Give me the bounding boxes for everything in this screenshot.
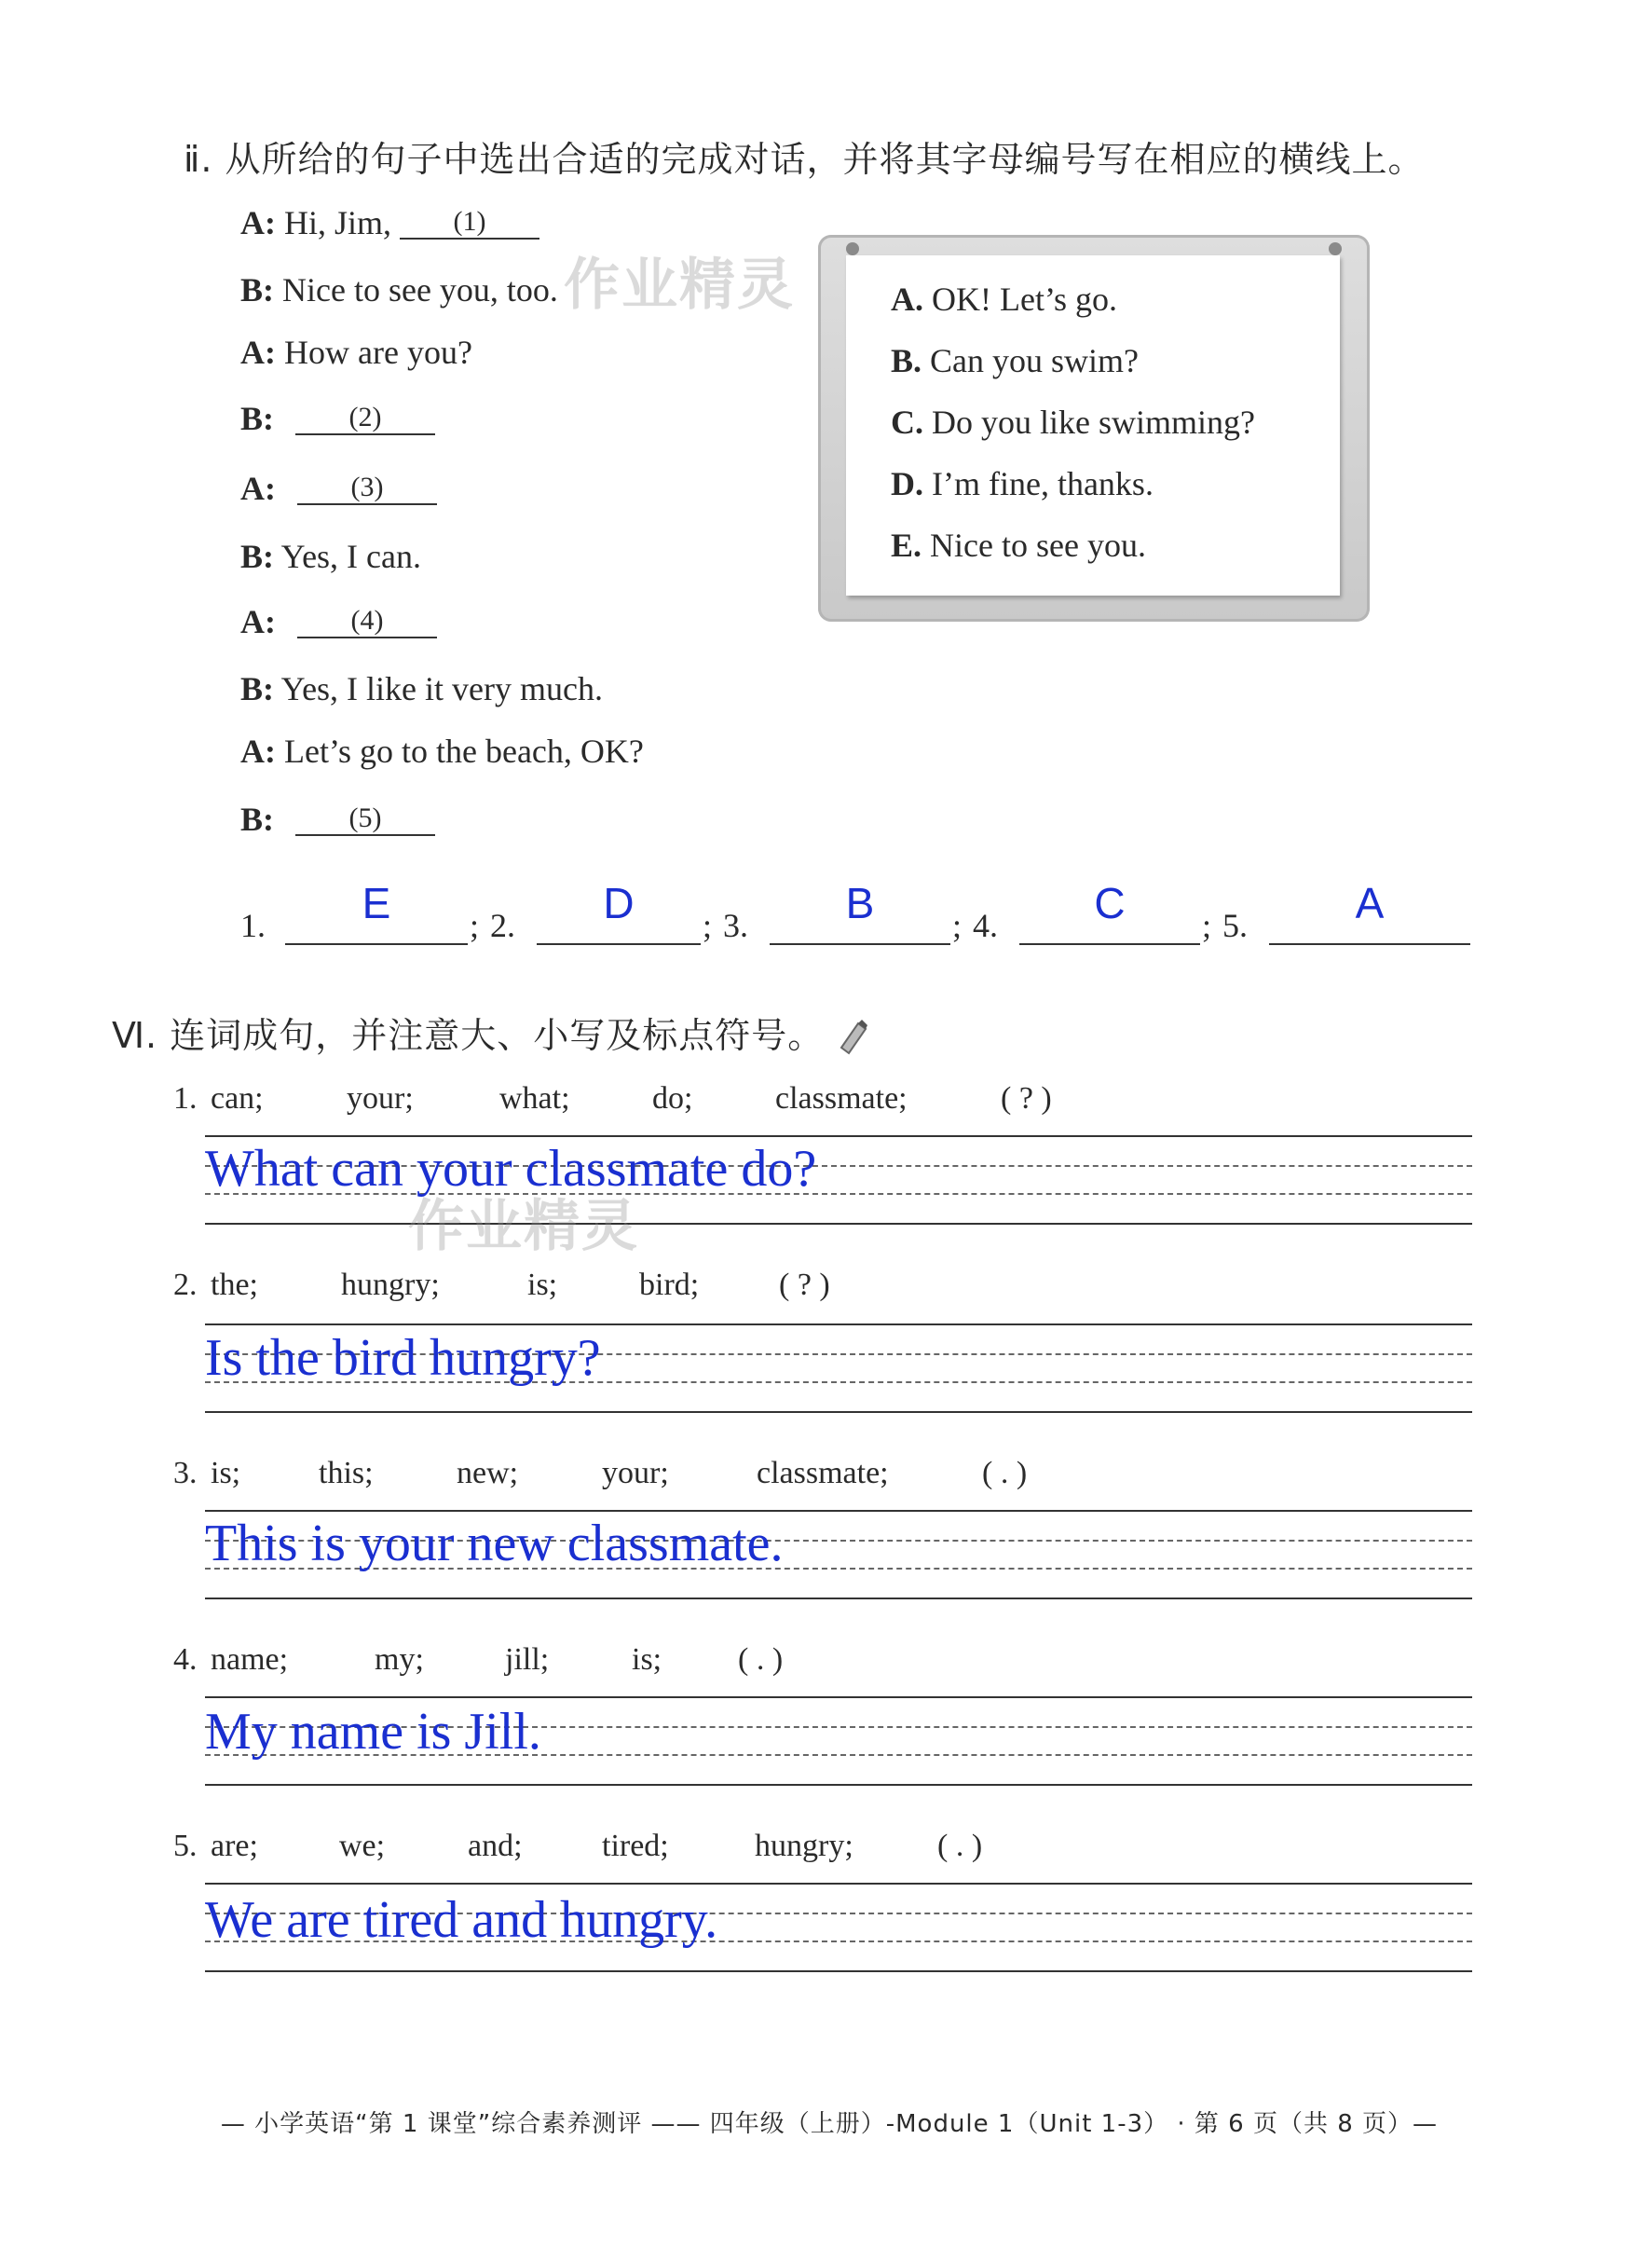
answer-value-1[interactable]: E xyxy=(362,879,391,927)
speaker: B: xyxy=(240,670,274,707)
dialogue-line-1 xyxy=(240,203,539,243)
dialogue-text: Let’s go to the beach, OK? xyxy=(284,733,644,770)
dialogue-line-4 xyxy=(240,399,435,439)
section-ii-title: ⅱ. 从所给的句子中选出合适的完成对话，并将其字母编号写在相应的横线上。 xyxy=(184,139,1425,180)
section-vi-title: Ⅵ. 连词成句，并注意大、小写及标点符号。 xyxy=(112,1007,869,1058)
answer-line-3 xyxy=(770,943,950,945)
speaker: A: xyxy=(240,204,276,241)
dialogue-text: Yes, I can. xyxy=(280,538,421,575)
answer-number-3: 3. xyxy=(723,907,748,944)
blank-4[interactable]: (4) xyxy=(297,605,437,638)
dialogue-text: Hi, Jim, xyxy=(284,204,392,241)
writing-line xyxy=(205,1598,1472,1599)
watermark: 作业精灵 xyxy=(564,253,795,318)
dialogue-line-7 xyxy=(240,602,437,642)
answer-separator: ; xyxy=(470,907,480,944)
speaker: A: xyxy=(240,470,276,507)
option-c: C. Do you like swimming? xyxy=(891,404,1255,441)
dialogue-text: Nice to see you, too. xyxy=(282,271,558,309)
answer-line-2 xyxy=(537,943,701,945)
speaker: B: xyxy=(240,538,274,575)
bolt-icon xyxy=(1329,242,1342,255)
answer-sentence-1[interactable]: What can your classmate do? xyxy=(205,1140,817,1198)
writing-line xyxy=(205,1323,1472,1325)
writing-line xyxy=(205,1411,1472,1413)
writing-line xyxy=(205,1970,1472,1972)
option-a: A. OK! Let’s go. xyxy=(891,281,1117,318)
blank-5[interactable]: (5) xyxy=(295,802,435,836)
option-e: E. Nice to see you. xyxy=(891,527,1146,564)
writing-line xyxy=(205,1135,1472,1137)
answer-number-1: 1. xyxy=(240,907,266,944)
answer-sentence-5[interactable]: We are tired and hungry. xyxy=(205,1891,718,1949)
answer-number-4: 4. xyxy=(973,907,998,944)
answer-value-5[interactable]: A xyxy=(1355,879,1385,927)
answer-value-3[interactable]: B xyxy=(845,879,875,927)
answer-row xyxy=(240,879,1480,951)
blank-3[interactable]: (3) xyxy=(297,472,437,505)
answer-separator: ; xyxy=(703,907,713,944)
answer-separator: ; xyxy=(952,907,963,944)
answer-line-5 xyxy=(1269,943,1470,945)
option-b: B. Can you swim? xyxy=(891,342,1139,379)
answer-value-4[interactable]: C xyxy=(1094,879,1126,927)
writing-line xyxy=(205,1223,1472,1225)
pencil-icon xyxy=(836,1018,869,1055)
speaker: B: xyxy=(240,801,274,838)
blank-2[interactable]: (2) xyxy=(295,402,435,435)
speaker: A: xyxy=(240,603,276,640)
answer-sentence-4[interactable]: My name is Jill. xyxy=(205,1703,541,1761)
dialogue-line-2 xyxy=(240,270,558,309)
dialogue-line-5 xyxy=(240,469,437,509)
watermark: 作业精灵 xyxy=(408,1194,639,1259)
bolt-icon xyxy=(846,242,859,255)
writing-line xyxy=(205,1696,1472,1698)
speaker: A: xyxy=(240,733,276,770)
page-footer: — 小学英语“第 1 课堂”综合素养测评 —— 四年级（上册）-Module 1（Unit 1-3） · 第 6 页（共 8 页）— xyxy=(220,2110,1439,2138)
answer-number-5: 5. xyxy=(1222,907,1248,944)
dialogue-line-6 xyxy=(240,537,421,576)
speaker: B: xyxy=(240,400,274,437)
answer-number-2: 2. xyxy=(490,907,515,944)
speaker: B: xyxy=(240,271,274,309)
blank-1[interactable]: (1) xyxy=(400,206,539,240)
writing-line xyxy=(205,1883,1472,1885)
option-d: D. I’m fine, thanks. xyxy=(891,465,1154,502)
answer-separator: ; xyxy=(1202,907,1212,944)
dialogue-line-10 xyxy=(240,800,435,840)
answer-line-4 xyxy=(1019,943,1200,945)
answer-value-2[interactable]: D xyxy=(603,879,635,927)
answer-line-1 xyxy=(285,943,468,945)
options-board xyxy=(818,235,1370,622)
dialogue-text: Yes, I like it very much. xyxy=(280,670,603,707)
writing-line xyxy=(205,1510,1472,1512)
writing-line xyxy=(205,1784,1472,1786)
speaker: A: xyxy=(240,334,276,371)
dialogue-line-8 xyxy=(240,669,603,708)
answer-sentence-3[interactable]: This is your new classmate. xyxy=(205,1515,784,1572)
dialogue-line-3 xyxy=(240,333,472,372)
dialogue-text: How are you? xyxy=(284,334,472,371)
answer-sentence-2[interactable]: Is the bird hungry? xyxy=(205,1329,601,1387)
dialogue-line-9 xyxy=(240,732,644,771)
